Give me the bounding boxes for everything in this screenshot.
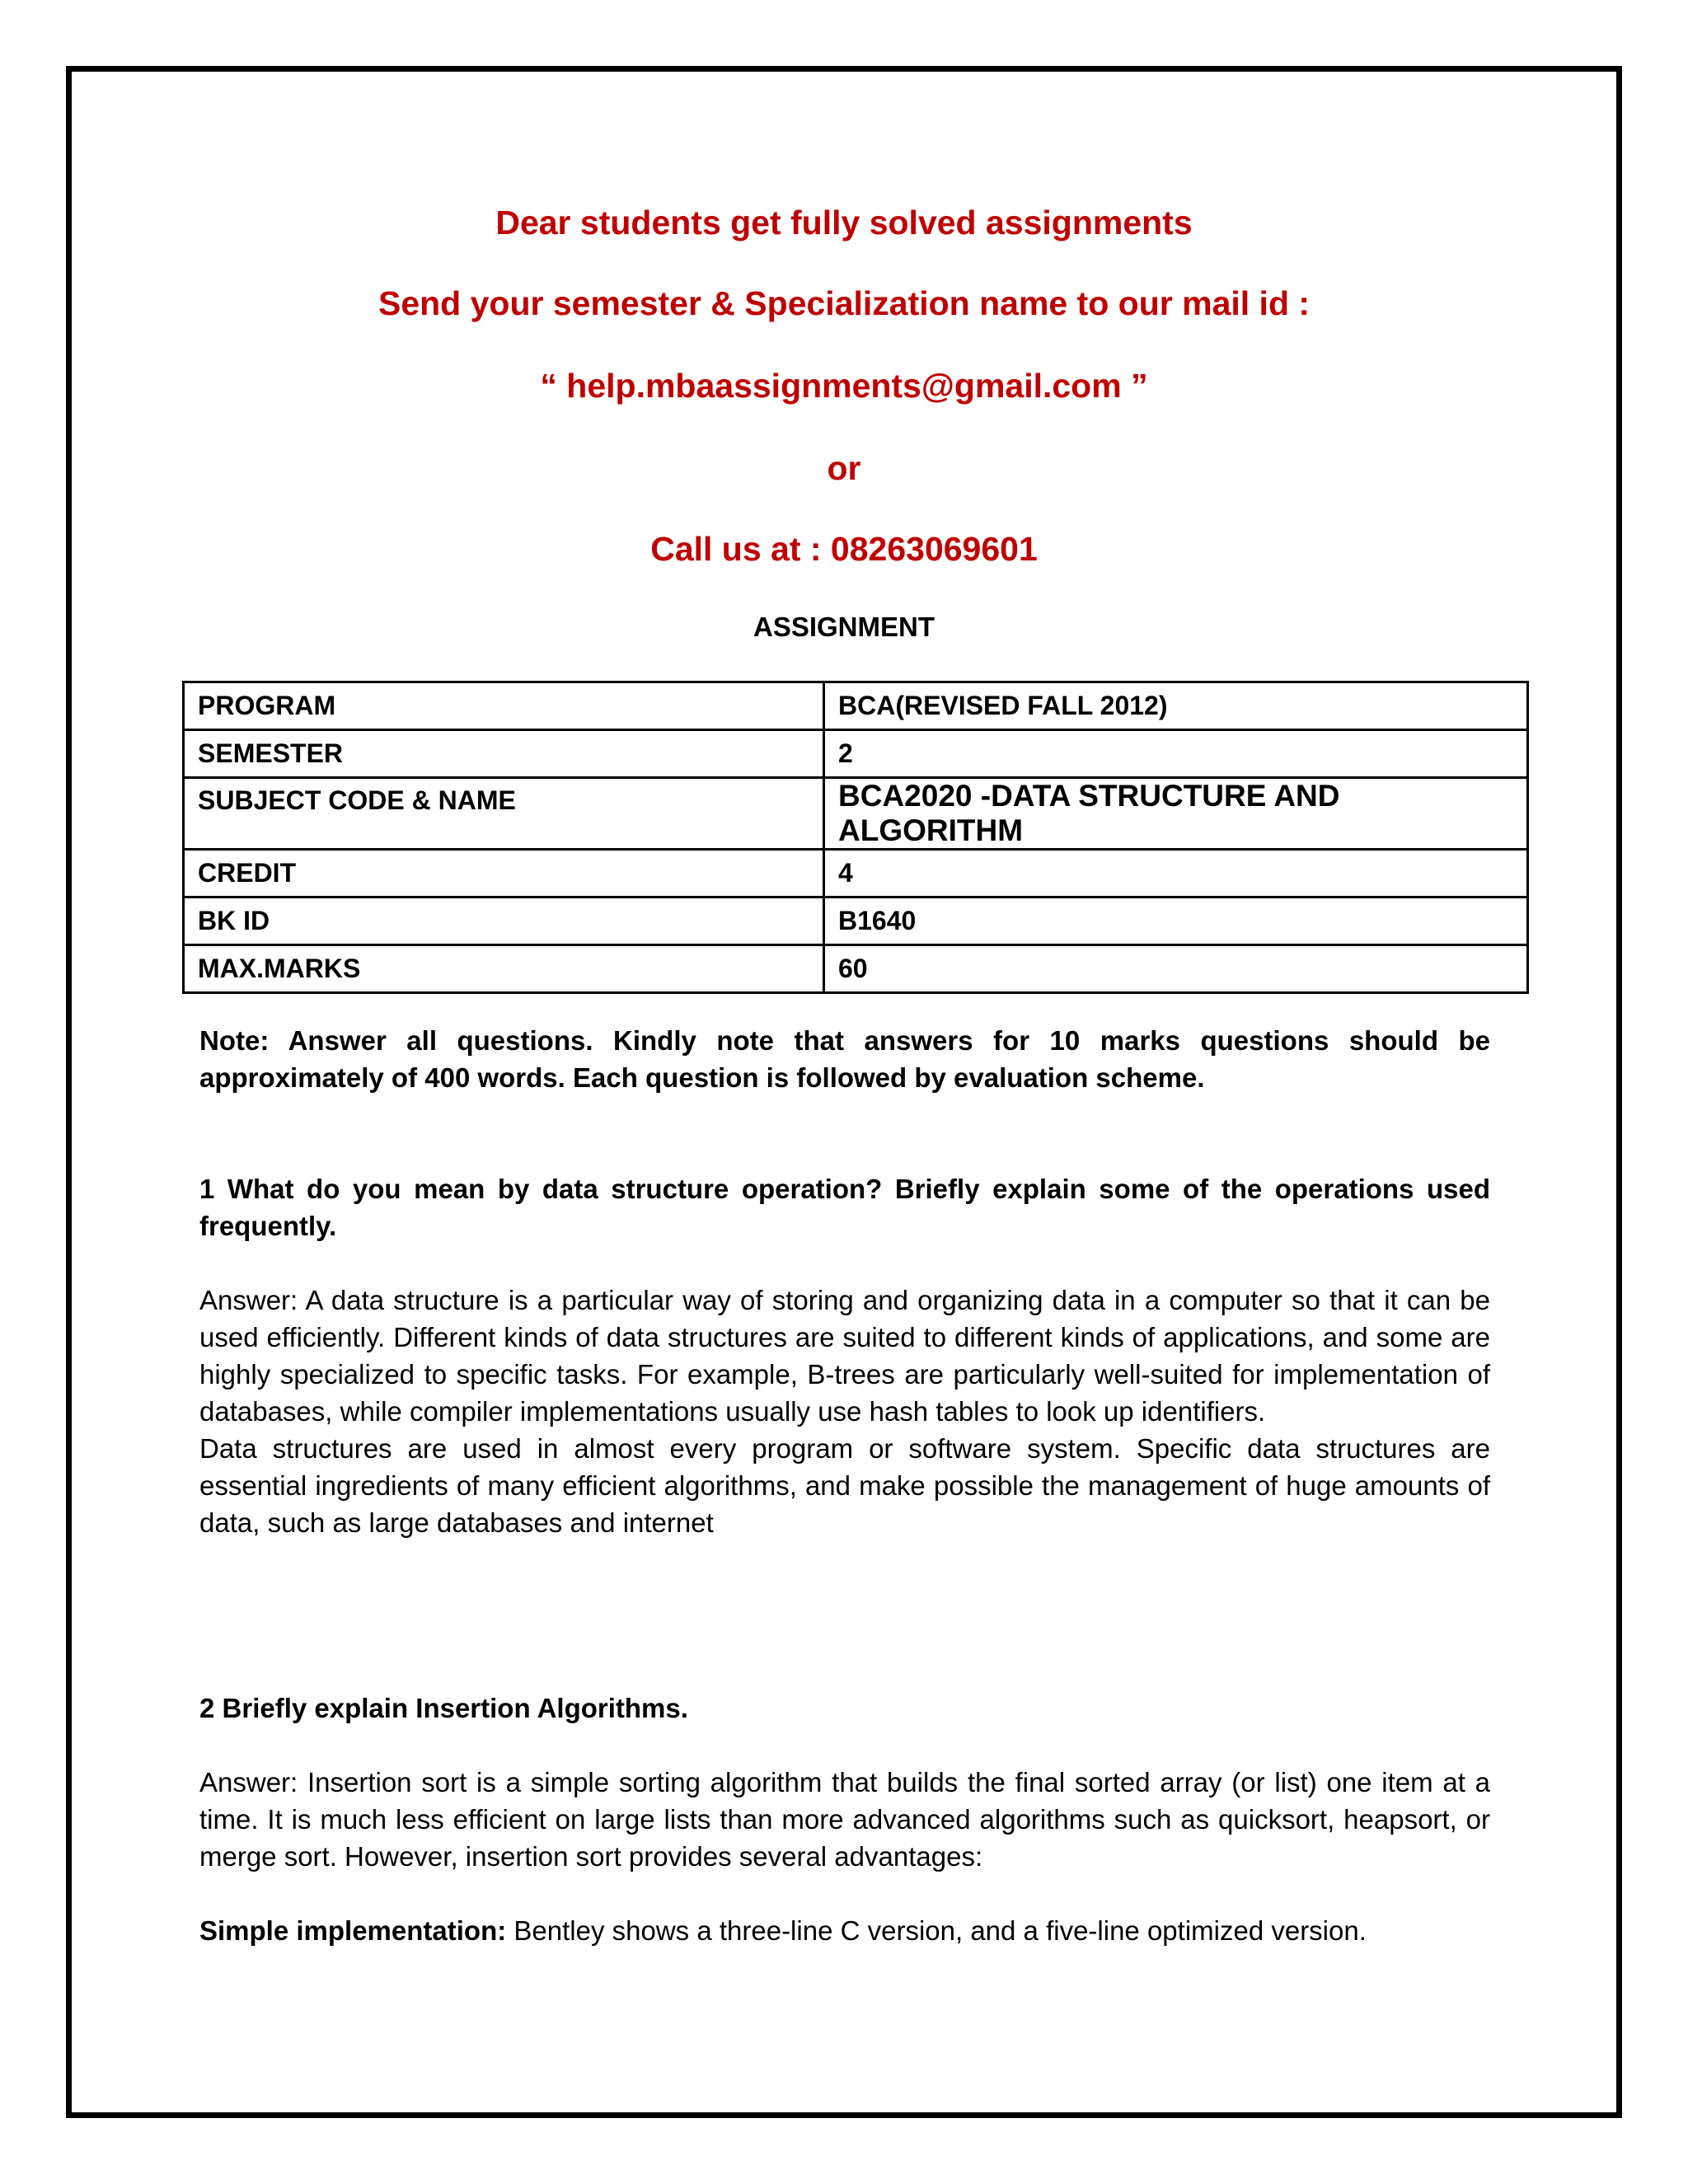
note-paragraph: Note: Answer all questions. Kindly note that answers for 10 marks questions should be approximately of 400 words. Each question is followed by evaluation scheme. bbox=[199, 1025, 1490, 1093]
table-row bbox=[184, 730, 1528, 778]
promo-or: or bbox=[827, 449, 861, 487]
simple-implementation-text: Bentley shows a three-line C version, and a five-line optimized version. bbox=[506, 1915, 1367, 1946]
promo-instruction: Send your semester & Specialization name to our mail id : bbox=[377, 284, 1311, 322]
answer-1-paragraph-2: Data structures are used in almost every program or software system. Specific data structures are essential ingredients of many efficient algorithms, and make possible the management of huge amounts of data, such as large databases and internet bbox=[199, 1433, 1490, 1538]
table-row bbox=[184, 778, 1528, 850]
row-label: CREDIT bbox=[184, 850, 824, 898]
row-label: BK ID bbox=[184, 898, 824, 945]
row-value: BCA2020 -DATA STRUCTURE AND ALGORITHM bbox=[824, 778, 1528, 850]
row-value: B1640 bbox=[824, 898, 1528, 945]
table-row bbox=[184, 898, 1528, 945]
row-value: 60 bbox=[824, 945, 1528, 993]
promo-phone: Call us at : 08263069601 bbox=[650, 530, 1038, 568]
row-value: 4 bbox=[824, 850, 1528, 898]
row-label: SEMESTER bbox=[184, 730, 824, 778]
promo-email: “ help.mbaassignments@gmail.com ” bbox=[540, 367, 1148, 405]
simple-implementation-paragraph bbox=[199, 1912, 1490, 1949]
simple-implementation-label: Simple implementation: bbox=[199, 1915, 507, 1946]
assignment-info-table bbox=[182, 681, 1529, 994]
answer-1 bbox=[199, 1282, 1490, 1541]
table-row bbox=[184, 850, 1528, 898]
assignment-title: ASSIGNMENT bbox=[753, 612, 935, 642]
row-label: PROGRAM bbox=[184, 682, 824, 730]
table-row bbox=[184, 945, 1528, 993]
row-label: SUBJECT CODE & NAME bbox=[184, 778, 824, 850]
promo-headline: Dear students get fully solved assignments bbox=[495, 204, 1193, 241]
question-1: 1 What do you mean by data structure operation? Briefly explain some of the operations used frequently. bbox=[199, 1174, 1490, 1241]
answer-2: Answer: Insertion sort is a simple sorting algorithm that builds the final sorted array (or list) one item at a time. It is much less efficient on large lists than more advanced algorithms such as quicksort, heapsort, or merge sort. However, insertion sort provides several advantages: bbox=[199, 1767, 1490, 1872]
question-2: 2 Briefly explain Insertion Algorithms. bbox=[199, 1693, 688, 1723]
row-value: BCA(REVISED FALL 2012) bbox=[824, 682, 1528, 730]
table-row bbox=[184, 682, 1528, 730]
row-value: 2 bbox=[824, 730, 1528, 778]
row-label: MAX.MARKS bbox=[184, 945, 824, 993]
answer-1-paragraph-1: Answer: A data structure is a particular way of storing and organizing data in a computer so that it can be used efficiently. Different kinds of data structures are suited to different kinds of applications, and some are highly specialized to specific tasks. For example, B-trees are particularly well-suited for implementation of databases, while compiler implementations usually use hash tables to look up identifiers. bbox=[199, 1285, 1490, 1427]
